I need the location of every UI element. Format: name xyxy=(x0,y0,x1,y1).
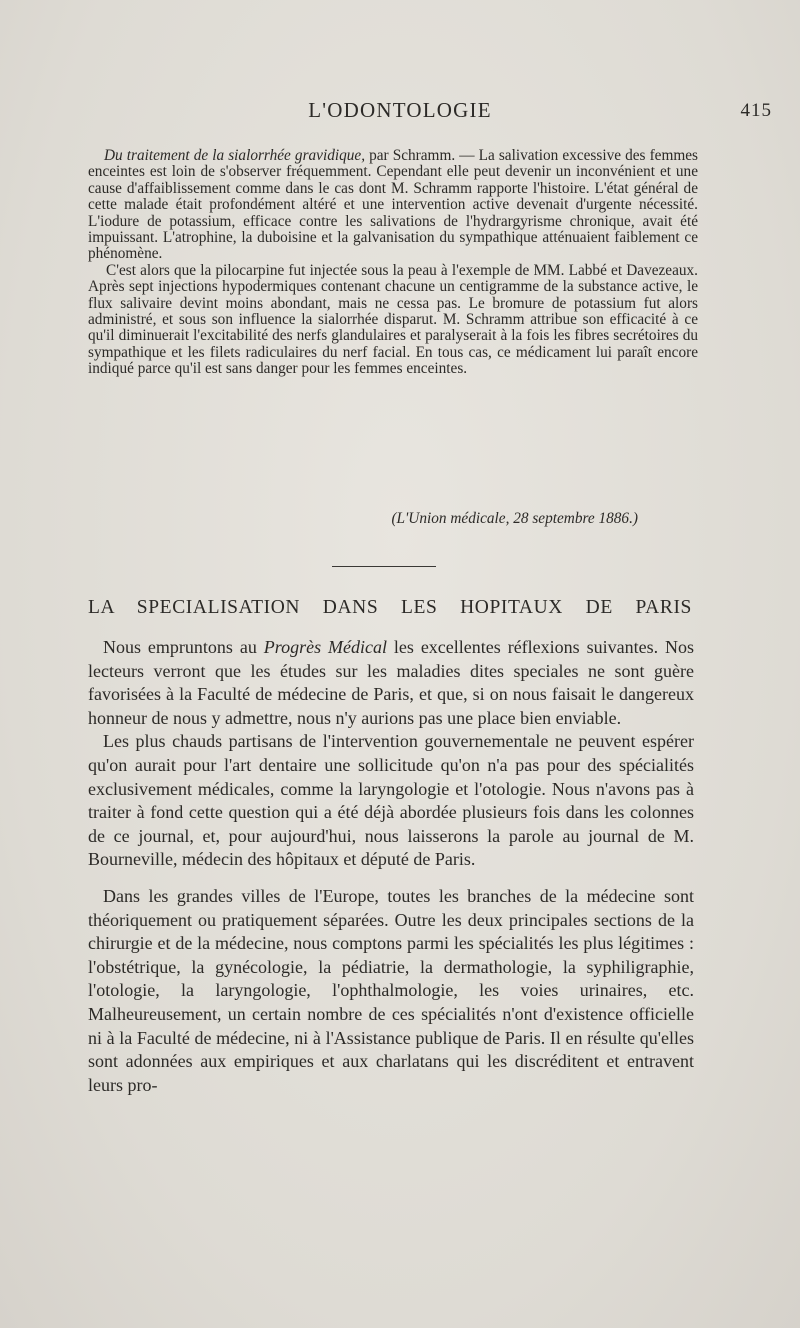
article-paragraph: Les plus chauds partisans de l'intervention gouvernementale ne peuvent espérer qu'on aurait pour l'art dentaire une sollicitude qu'on n'a pas pour des spécialités exclusivement médicales, comme la laryngologie et l'otologie. Nous n'avons pas à traiter à fond cette question qui a été déjà abordée plusieurs fois dans les colonnes de ce journal, et, pour aujourd'hui, nous laisserons la parole au journal de M. Bourneville, médecin des hôpitaux et député de Paris. xyxy=(88,731,694,870)
source-citation: (L'Union médicale, 28 septembre 1886.) xyxy=(391,510,638,527)
article-title: Du traitement de la sialorrhée gravidique, xyxy=(104,147,366,164)
journal-title: L'ODONTOLOGIE xyxy=(308,98,492,122)
article-paragraph: Dans les grandes villes de l'Europe, toutes les branches de la médecine sont théoriquement ou pratiquement séparées. Outre les deux principales sections de la chirurgie et de la médecine, nous comptons parmi les spécialités les plus légitimes : l'obstétrique, la gynécologie, la pédiatrie, la dermathologie, la syphiligraphie, l'otologie, la laryngologie, l'ophthalmologie, les voies urinaires, etc. Malheureusement, un certain nombre de ces spécialités n'ont d'existence officielle ni à la Faculté de médecine, ni à l'Assistance publique de Paris. Il en résulte qu'elles sont adonnées aux empiriques et aux charlatans qui les discréditent et entravent leurs pro- xyxy=(88,885,694,1095)
article-text: par Schramm. — La salivation excessive des femmes enceintes est loin de s'observer fréquemment. Cependant elle peut devenir un inconvénient et une cause d'affaiblissement comme dans le cas dont M. Schramm rapporte l'histoire. L'état général de cette malade était profondément altéré et une intervention active devenait d'urgente nécessité. L'iodure de potassium, efficace contre les salivations de l'hydrargyrisme chronique, avait été impuissant. L'atrophine, la duboisine et la galvanisation du sympathique atténuaient faiblement ce phénomène. xyxy=(88,147,698,263)
section-heading: LA SPECIALISATION DANS LES HOPITAUX DE PARIS xyxy=(88,597,692,618)
paragraph-start: Nous empruntons au xyxy=(103,637,264,657)
paragraph-text: les excellentes réflexions suivantes. Nos lecteurs verront que les études sur les maladies dites speciales ne sont guère favorisées à la Faculté de médecine de Paris, et que, si on nous faisait le dangereux honneur de nous y admettre, nous n'y aurions pas une place bien enviable. xyxy=(88,637,695,728)
article-paragraph xyxy=(88,148,698,263)
running-header xyxy=(0,96,800,126)
page-number: 415 xyxy=(740,100,772,121)
article-paragraph xyxy=(88,636,694,730)
section-divider xyxy=(332,566,436,567)
journal-reference: Progrès Médical xyxy=(263,637,387,657)
article-paragraph: C'est alors que la pilocarpine fut injectée sous la peau à l'exemple de MM. Labbé et Davezeaux. Après sept injections hypodermiques contenant chacune un centigramme de la substance active, le flux salivaire devint moins abondant, mais ne cessa pas. Le bromure de potassium fut alors administré, et sous son influence la sialorrhée disparut. M. Schramm attribue son efficacité à ce qu'il diminuerait l'excitabilité des nerfs glandulaires et paralyserait à la fois les fibres secrétoires du sympathique et les filets radiculaires du nerf facial. En tous cas, ce médicament lui paraît encore indiqué parce qu'il est sans danger pour les femmes enceintes. xyxy=(88,261,698,378)
article-sialorrhee xyxy=(88,148,698,378)
article-specialisation xyxy=(88,636,694,1097)
